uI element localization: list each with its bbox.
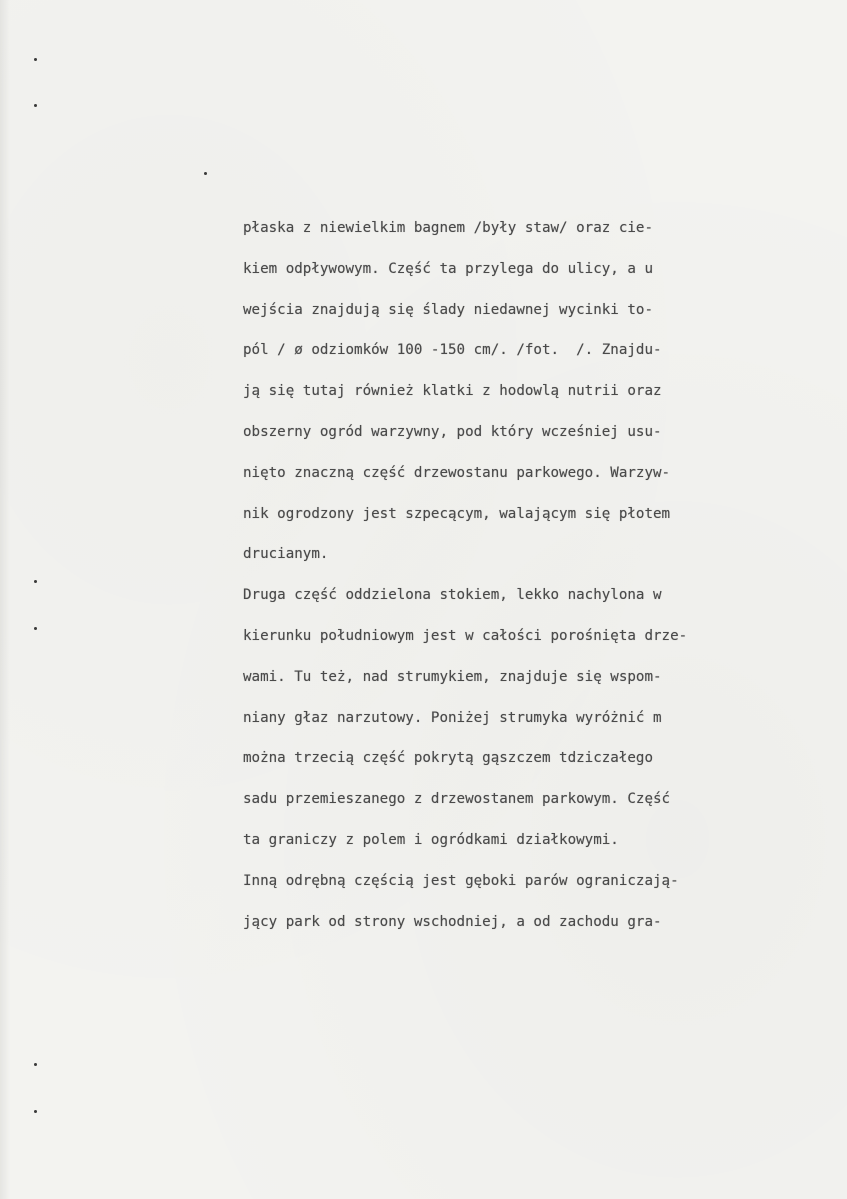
punch-mark <box>34 1063 37 1066</box>
punch-mark <box>34 104 37 107</box>
text-line: pól / ø odziomków 100 -150 cm/. /fot. /. Znajdu- <box>243 342 662 359</box>
text-line: kiem odpływowym. Część ta przylega do ulicy, a u <box>243 260 653 277</box>
punch-mark <box>34 580 37 583</box>
punch-mark <box>34 58 37 61</box>
text-line: płaska z niewielkim bagnem /były staw/ oraz cie- <box>243 220 653 236</box>
text-line: sadu przemieszanego z drzewostanem parkowym. Część <box>243 791 671 808</box>
text-line: Druga część oddzielona stokiem, lekko nachylona w <box>243 587 662 604</box>
punch-mark <box>204 172 207 175</box>
text-line: można trzecią część pokrytą gąszczem tdziczałego <box>243 750 653 767</box>
text-line: drucianym. <box>243 546 329 563</box>
text-line: Inną odrębną częścią jest gęboki parów ograniczają- <box>243 872 679 889</box>
text-line: kierunku południowym jest w całości porośnięta drze- <box>243 627 688 644</box>
text-line: nik ogrodzony jest szpecącym, walającym się płotem <box>243 505 671 522</box>
text-line: wejścia znajdują się ślady niedawnej wycinki to- <box>243 301 653 318</box>
text-line: ją się tutaj również klatki z hodowlą nutrii oraz <box>243 383 662 400</box>
punch-mark <box>34 627 37 630</box>
text-line: niany głaz narzutowy. Poniżej strumyka wyróżnić m <box>243 709 662 726</box>
typewritten-text-block <box>243 214 803 948</box>
text-line: wami. Tu też, nad strumykiem, znajduje się wspom- <box>243 668 662 685</box>
text-line: nięto znaczną część drzewostanu parkowego. Warzyw- <box>243 464 671 481</box>
text-line: jący park od strony wschodniej, a od zachodu gra- <box>243 913 662 930</box>
text-line: obszerny ogród warzywny, pod który wcześniej usu- <box>243 423 662 440</box>
punch-mark <box>34 1110 37 1113</box>
text-line: ta graniczy z polem i ogródkami działkowymi. <box>243 831 619 848</box>
page-edge-shadow <box>0 0 10 1199</box>
